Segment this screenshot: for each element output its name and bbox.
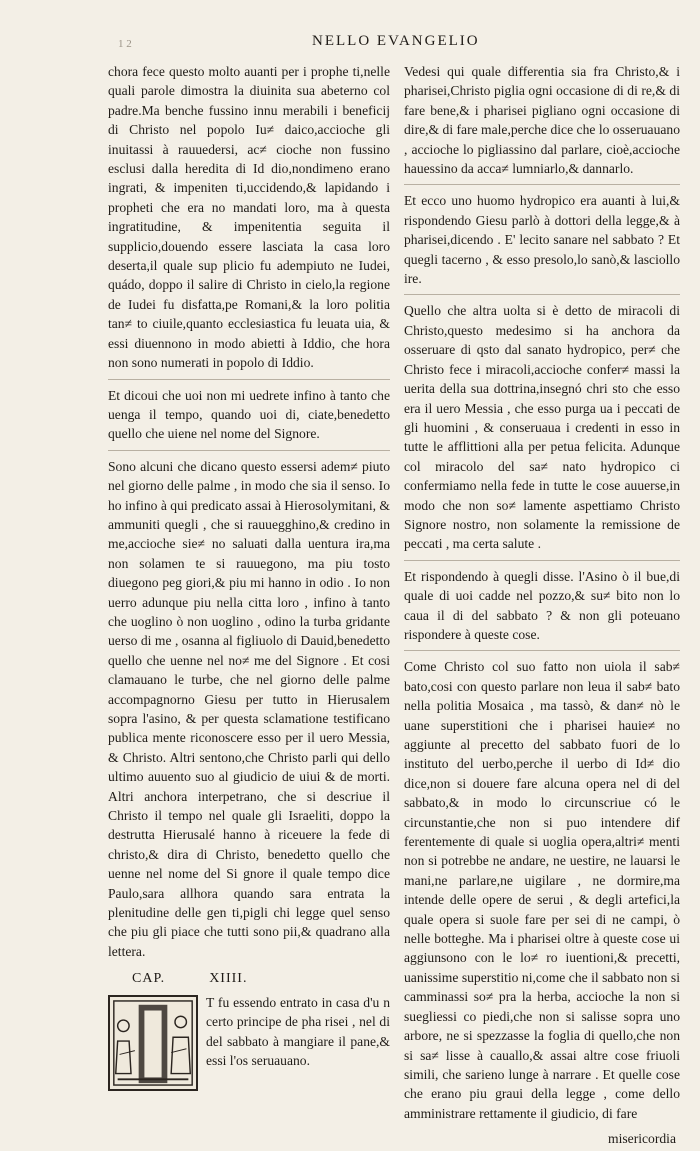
paragraph-divider [404, 294, 680, 295]
right-paragraph-1: Vedesi qui quale differentia sia fra Christo,& i pharisei,Christo piglia ogni occasione di di re,& di fare bene,& i pharisei pigliano ogni occasione di dire,& di fare male,perche dice che lo osseruauano , accioche lo pigliassino dal parlare, cioè,accioche hauessino da acca≠ lumniarlo,& dannarlo. [404, 64, 680, 177]
paragraph-divider [404, 560, 680, 561]
chapter-label: CAP. [132, 971, 166, 987]
catchword: misericordia [608, 1131, 676, 1147]
chapter-heading [132, 969, 390, 988]
right-paragraph-4: Et rispondendo à quegli disse. l'Asino ò il bue,di quale di uoi cadde nel pozzo,& su≠ bito non lo caua il di del sabbato ? & non gli poteuano rispondere à queste cose. [404, 568, 680, 642]
right-paragraph-3: Quello che altra uolta si è detto de miracoli di Christo,questo medesimo si ha anchora da osseruare di qsto dal sanato hydropico, per≠ che Christo fece i miracoli,accioche confer≠ massi la uerita della sua dottrina,insegnó chri sto che esso era il uero Messia , che esso purga ua i peccati de gli huomini , & conseruaua i credenti in esso in tutte le afflittioni alla per petua felicita. Adunque col miracolo del sa≠ nato hydropico ci confermiamo nella fede in tutte le cose auuerse,in modo che non so≠ lamente aspettiamo Christo Signore nostro, non solamente la remissione de peccati , ma certa salute . [404, 303, 680, 552]
chapter-number: XIIII. [209, 971, 248, 987]
left-paragraph-3: Sono alcuni che dicano questo essersi adem≠ piuto nel giorno delle palme , in modo che sia il senso. Io ho infino à qui predicato assai à Hierosolymitani, & ammuniti quegli , che si rauuegghino,& credino in me,accioche sie≠ no saluati dalla uentura ira,ma non solamen te si rauuegono, ma piu tosto diuegono peg giori,& piu mi hanno in odio . Io non uerro adunque piu nella citta loro , infino à tanto che uoglino ò non uoglino , odino la turba gridante uerso di me , osanna al figliuolo di Dauid,benedetto quello che uenne nel no≠ me del Signore . Et cosi clamauano le turbe, che nel giorno delle palme accompagnorno Giesu per tutto in Hierusalem sopra l'asino, & per questa sclamatione testificano publica mente riconoscere esso per il uero Messia, & Christo. Altri sentono,che Christo parli qui dello ultimo auuento suo al giudicio de uiui & de morti. Altri anchora interpetrano, che si descriue il Christo il tempo nel quale gli Israeliti, doppo la destrutta Hierusalé hanno à riceuere la fede di christo,& dira di Christo, benedetto quello che uenne nel nome del Si gnore il quale tempo dice Paulo,sara allhora quando sara entrata la plenitudine delle gen ti,pigli chi legge quel senso che piu gli piace che tutti sono pii,& quadrano alla lettera. [108, 458, 391, 959]
right-column [404, 62, 680, 1149]
woodcut-illustration [110, 997, 196, 1089]
folio-number: 1 2 [118, 38, 132, 50]
paragraph-divider [404, 184, 680, 185]
left-paragraph-2: Et dicoui che uoi non mi uedrete infino à tanto che uenga il tempo, quando uoi di, ciate,benedetto quello che uiene nel nome del Signore. [108, 387, 390, 442]
paragraph-divider [404, 650, 680, 651]
paragraph-divider [108, 450, 390, 451]
right-paragraph-5: Come Christo col suo fatto non uiola il sab≠ bato,cosi con questo parlare non leua il sab≠ bato nella politia Mosaica , ma tassò, & dan≠ nò le uane superstitioni che i pharisei hauie≠ no aggiunte al precetto del sabbato fuori de lo instituto del uerbo,perche il uerbo di Id≠ dio dice,non si douere fare alcuna opera nel di del sabbato,& in modo lo circunscriue có le circunstantie,che non si puo intendere dif ferentemente di quale si uoglia opera,altri≠ menti non si potrebbe ne andare, ne uestire, ne lauarsi le mani,ne parlare,ne uigilare , ne dormire,ma intende delle opere de serui , & degli artefici,la quale opera si suole fare per sei di ne campi, ò nelle botteghe. Ma i pharisei oltre à queste cose ui aggiunsono con le lo≠ ro iuentioni,& precetti, uanissime superstitio ni,come che il sabbato non si camminassi so≠ pra la herba, accioche la non si suegliessi co piedi,che non si salisse sopra uno arbore, ne si spezzasse la foglia di quello,che non si sa≠ lisse à cauallo,& assai altre cose friuoli simili, che sarieno lunge à narrare . Et quelle cose che erano piu graui della legge , come dello amministrare rettamente il giudicio, di fare [404, 659, 680, 1121]
right-paragraph-2: Et ecco uno huomo hydropico era auanti à lui,& rispondendo Giesu parlò à dottori della legge,& à pharisei,dicendo . E' lecito sanare nel sabbato ? Et quegli tacerno , & esso presolo,lo sanò,& lasciollo ire. [404, 193, 680, 287]
running-head: NELLO EVANGELIO [312, 33, 480, 49]
left-column [108, 62, 390, 1091]
paragraph-divider [108, 379, 390, 380]
decorated-initial-image [108, 995, 198, 1091]
chapter-opening [108, 993, 390, 1071]
chapter-text: T fu essendo entrato in casa d'u n certo principe de pha risei , nel di del sabbato à mangiare il pane,& essi l'os seruauano. [206, 994, 390, 1068]
left-paragraph-1: chora fece questo molto auanti per i prophe ti,nelle quali parole dimostra la diuinita sua abeterno col padre.Ma benche fussino innu merabili i beneficij di Christo nel popolo Iu≠ daico,accioche gli inuitassi à rauuedersi, ac≠ cioche non fussino esclusi dalla heredita di Id dio,nondimeno erano ingrati, & impeniten ti,uccidendo,& lapidando i propheti che era no mandati loro, ma à questa ingratitudine, & impenitentia seguita il supplicio,douendo essere lasciata la casa loro deserta,il quale sup plicio fu adempiuto ne Iudei, quádo, doppo il salire di Christo in cielo,la regione de Iudei fu disfatta,pe Romani,& la loro politia tan≠ to ciuile,quanto ecclesiastica fu leuata uia, & essi diuennono in modo abietti à Iddio, che hora non sono numerati in popolo di Iddio. [108, 64, 390, 371]
